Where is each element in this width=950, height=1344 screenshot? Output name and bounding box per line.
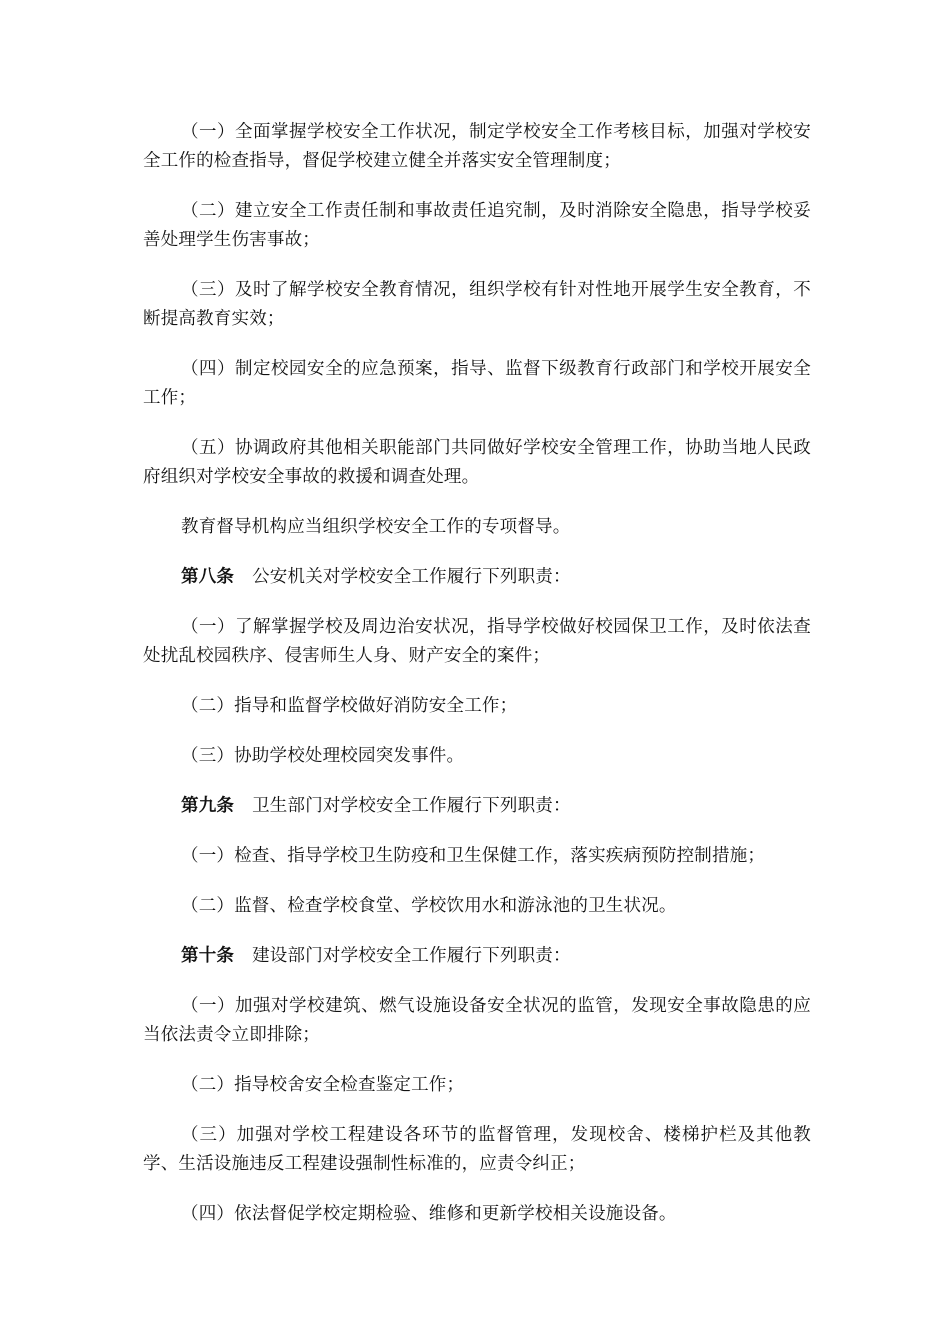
article-9-heading: 第九条: [181, 796, 235, 816]
article-8-heading: 第八条: [181, 567, 235, 587]
article-9-item-2: （二）监督、检查学校食堂、学校饮用水和游泳池的卫生状况。: [181, 896, 677, 916]
paragraph-item-4: （四）制定校园安全的应急预案，指导、监督下级教育行政部门和学校开展安全工作；: [143, 359, 811, 408]
article-9: [143, 792, 811, 821]
paragraph-item-3: （三）及时了解学校安全教育情况，组织学校有针对性地开展学生安全教育，不断提高教育实效；: [143, 280, 811, 329]
paragraph-supervision: 教育督导机构应当组织学校安全工作的专项督导。: [181, 517, 571, 537]
article-8-item-1: （一）了解掌握学校及周边治安状况，指导学校做好校园保卫工作，及时依法查处扰乱校园秩序、侵害师生人身、财产安全的案件；: [143, 617, 811, 666]
article-9-item-1: （一）检查、指导学校卫生防疫和卫生保健工作，落实疾病预防控制措施；: [181, 846, 766, 866]
paragraph-item-1: （一）全面掌握学校安全工作状况，制定学校安全工作考核目标，加强对学校安全工作的检查指导，督促学校建立健全并落实安全管理制度；: [143, 122, 811, 171]
article-10-item-4: （四）依法督促学校定期检验、维修和更新学校相关设施设备。: [181, 1204, 677, 1224]
paragraph-item-5: （五）协调政府其他相关职能部门共同做好学校安全管理工作，协助当地人民政府组织对学校安全事故的救援和调查处理。: [143, 438, 811, 487]
article-10-item-2: （二）指导校舍安全检查鉴定工作；: [181, 1075, 465, 1095]
article-8-item-2: （二）指导和监督学校做好消防安全工作；: [181, 696, 518, 716]
article-10-heading: 第十条: [181, 946, 235, 966]
article-10-item-1: （一）加强对学校建筑、燃气设施设备安全状况的监管，发现安全事故隐患的应当依法责令立即排除；: [143, 996, 811, 1045]
article-8-intro: 公安机关对学校安全工作履行下列职责：: [252, 567, 571, 587]
article-8-item-3: （三）协助学校处理校园突发事件。: [181, 746, 465, 766]
paragraph-item-2: （二）建立安全工作责任制和事故责任追究制，及时消除安全隐患，指导学校妥善处理学生伤害事故；: [143, 201, 811, 250]
document-page: [143, 118, 811, 1250]
article-8: [143, 563, 811, 592]
article-10-intro: 建设部门对学校安全工作履行下列职责：: [252, 946, 571, 966]
article-10-item-3: （三）加强对学校工程建设各环节的监督管理，发现校舍、楼梯护栏及其他教学、生活设施违反工程建设强制性标准的，应责令纠正；: [143, 1125, 811, 1174]
article-9-intro: 卫生部门对学校安全工作履行下列职责：: [252, 796, 571, 816]
article-10: [143, 942, 811, 971]
